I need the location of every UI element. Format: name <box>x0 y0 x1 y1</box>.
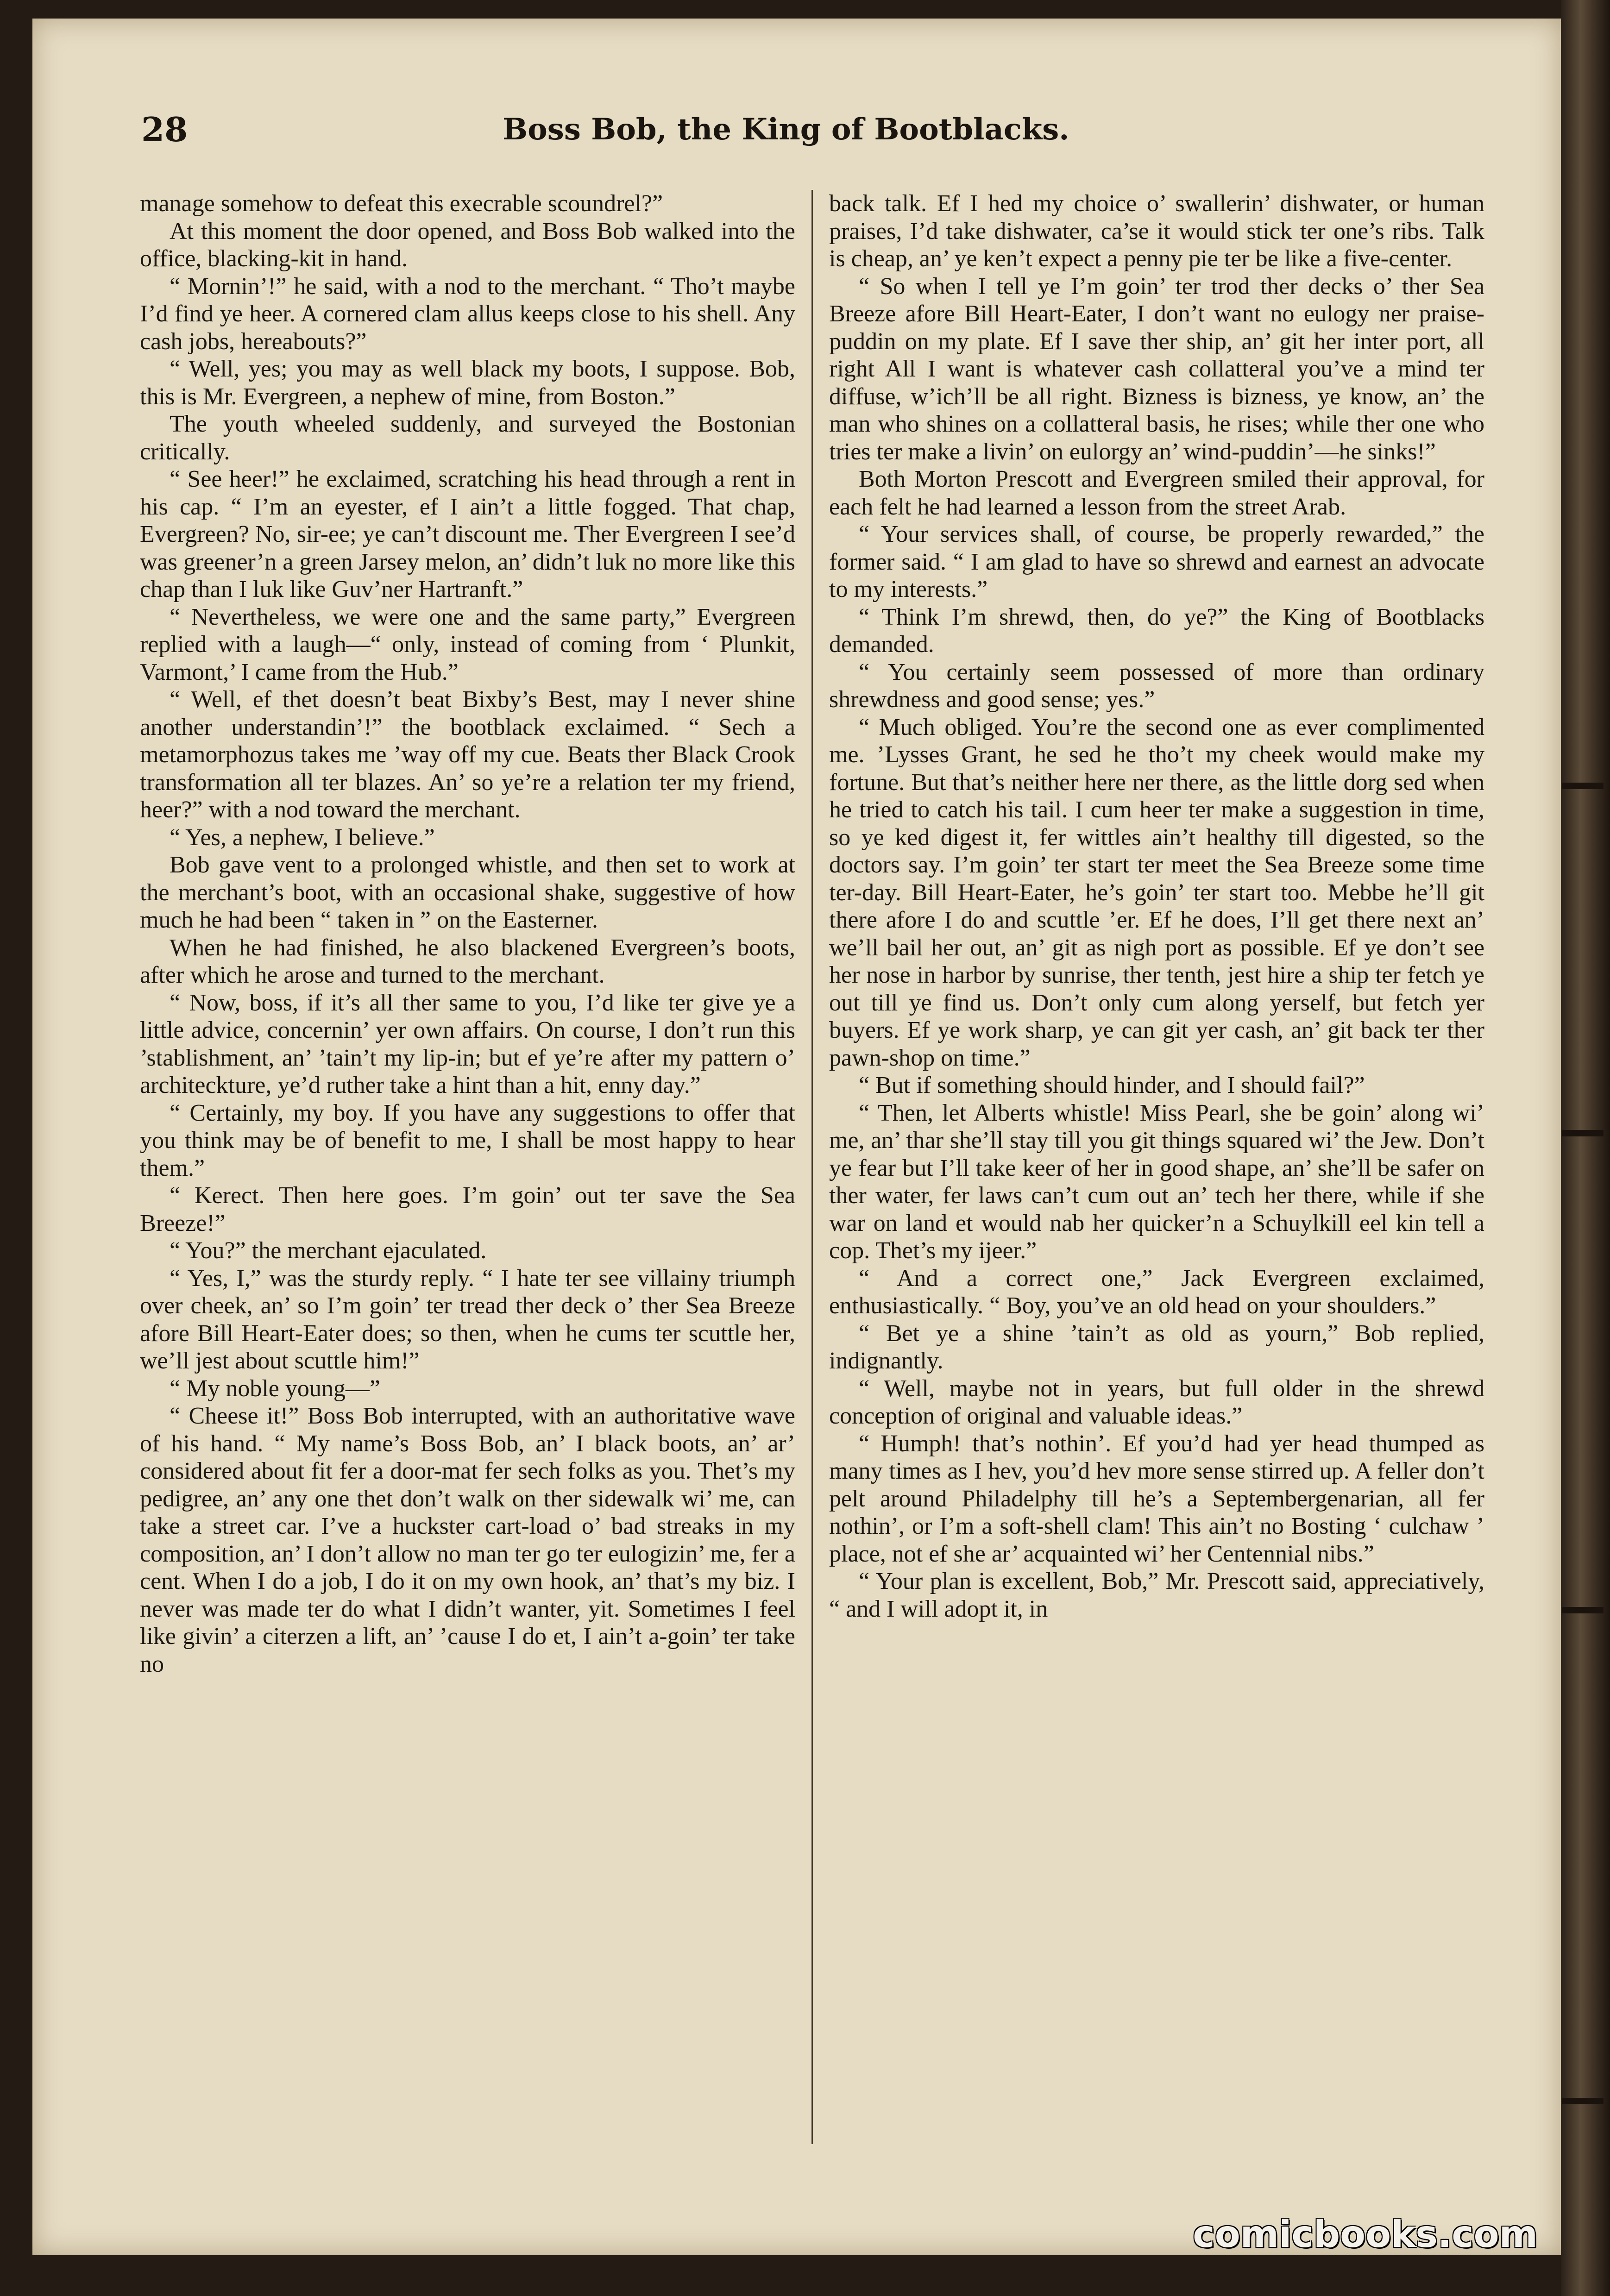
paragraph: “ You?” the merchant ejaculated. <box>170 1237 487 1264</box>
page-header <box>141 104 1503 155</box>
paragraph: “ Well, ef thet doesn’t beat Bixby’s Best, may I never shine another understandin’!” the bootblack exclaimed. “ Sech a metamorphozus takes me ’way off my cue. Beats ther Black Crook transformation all ter blazes. An’ so ye’re a relation ter my friend, heer?” with a nod toward the merchant. <box>140 686 795 823</box>
paragraph: “ My noble young—” <box>170 1375 380 1402</box>
paragraph: “ Your services shall, of course, be properly rewarded,” the former said. “ I am glad to have so shrewd and earnest an advocate to my interests.” <box>829 521 1484 602</box>
watermark: comicbooks.com <box>1193 2213 1538 2256</box>
paragraph: “ Kerect. Then here goes. I’m goin’ out ter save the Sea Breeze!” <box>140 1182 795 1236</box>
binding-stitch <box>1562 1607 1604 1613</box>
binding-stitch <box>1562 2098 1604 2104</box>
paragraph: “ Now, boss, if it’s all ther same to you, I’d like ter give ye a little advice, concernin’ yer own affairs. On course, I don’t run this ’stablishment, an’ ’tain’t my lip-in; but ef ye’re after my pattern o’ architeckture, ye’d ruther take a hint than a hit, enny day.” <box>140 989 795 1098</box>
paragraph: “ Yes, I,” was the sturdy reply. “ I hate ter see villainy triumph over cheek, an’ so I’m goin’ ter tread ther deck o’ ther Sea Breeze afore Bill Heart-Eater does; so then, when he cums ter scuttle her, we’ll jest about scuttle him!” <box>140 1265 795 1374</box>
paragraph: Bob gave vent to a prolonged whistle, and then set to work at the merchant’s boot, with an occasional shake, suggestive of how much he had been “ taken in ” on the Easterner. <box>140 852 795 933</box>
paragraph: “ Think I’m shrewd, then, do ye?” the King of Bootblacks demanded. <box>829 603 1484 658</box>
paragraph: “ Certainly, my boy. If you have any suggestions to offer that you think may be of benefit to me, I shall be most happy to hear them.” <box>140 1099 795 1181</box>
paragraph: “ But if something should hinder, and I should fail?” <box>859 1072 1365 1098</box>
column-divider <box>811 190 813 2144</box>
paragraph: “ Humph! that’s nothin’. Ef you’d had yer head thumped as many times as I hev, you’d hev more sense stirred up. A feller don’t pelt around Philadelphy till he’s a Septembergenarian, all fer nothin’, or I’m a soft-shell clam! This ain’t no Bosting ‘ culchaw ’ place, not ef she ar’ acquainted wi’ her Centennial nibs.” <box>829 1430 1484 1567</box>
paragraph: “ Yes, a nephew, I believe.” <box>170 824 435 851</box>
page-number: 28 <box>141 110 188 149</box>
paragraph: back talk. Ef I hed my choice o’ swallerin’ dishwater, or human praises, I’d take dishwater, ca’se it would stick ter one’s ribs. Talk is cheap, an’ ye ken’t expect a penny pie ter be like a five-center. <box>829 190 1484 272</box>
paragraph: “ Well, maybe not in years, but full older in the shrewd conception of original and valuable ideas.” <box>829 1375 1484 1429</box>
paragraph: “ Bet ye a shine ’tain’t as old as yourn,” Bob replied, indignantly. <box>829 1320 1484 1374</box>
paragraph: “ Mornin’!” he said, with a nod to the merchant. “ Tho’t maybe I’d find ye heer. A cornered clam allus keeps close to his shell. Any cash jobs, hereabouts?” <box>140 273 795 355</box>
binding-edge <box>1561 0 1610 2296</box>
paragraph: “ Much obliged. You’re the second one as ever complimented me. ’Lysses Grant, he sed he tho’t my cheek would make my fortune. But that’s neither here ner there, as the little dorg sed when he tried to catch his tail. I cum heer ter make a suggestion in time, so ye ked digest it, fer wittles ain’t healthy till digested, so the doctors say. I’m goin’ ter start ter meet the Sea Breeze some time ter-day. Bill Heart-Eater, he’s goin’ ter start too. Mebbe he’ll git there afore I do and scuttle ’er. Ef he does, I’ll get there next an’ we’ll bail her out, an’ git as nigh port as possible. Ef ye don’t see her nose in harbor by sunrise, ther tenth, jest hire a ship ter fetch ye out till ye find us. Don’t only cum along yerself, but fetch yer buyers. Ef ye work sharp, ye can git yer cash, an’ git back ter ther pawn-shop on time.” <box>829 714 1484 1071</box>
paragraph: “ Cheese it!” Boss Bob interrupted, with an authoritative wave of his hand. “ My name’s Boss Bob, an’ I black boots, an’ ar’ considered about fit fer a door-mat fer sech folks as you. Thet’s my pedigree, an’ any one thet don’t walk on ther sidewalk wi’ me, can take a street car. I’ve a huckster cart-load o’ bad streaks in my composition, an’ I don’t allow no man ter go ter eulogizin’ me, fer a cent. When I do a job, I do it on my own hook, an’ that’s my biz. I never was made ter do what I didn’t wanter, yit. Sometimes I feel like givin’ a citerzen a lift, an’ ’cause I do et, I ain’t a-goin’ ter take no <box>140 1403 795 1677</box>
binding-stitch <box>1562 783 1604 789</box>
paragraph: “ So when I tell ye I’m goin’ ter trod ther decks o’ ther Sea Breeze afore Bill Heart-Eater, I don’t want no eulogy ner praise-puddin on my plate. Ef I save ther ship, an’ git her inter port, all right All I want is whatever cash collatteral you’ve a mind ter diffuse, w’ich’ll be all right. Bizness is bizness, ye know, an’ the man who shines on a collatteral basis, he rises; while ther one who tries ter make a livin’ on eulorgy an’ wind-puddin’—he sinks!” <box>829 273 1484 465</box>
paragraph: “ You certainly seem possessed of more than ordinary shrewdness and good sense; yes.” <box>829 659 1484 713</box>
paragraph: “ Nevertheless, we were one and the same party,” Evergreen replied with a laugh—“ only, instead of coming from ‘ Plunkit, Varmont,’ I came from the Hub.” <box>140 603 795 685</box>
text-column-right <box>829 190 1484 2149</box>
paragraph: “ See heer!” he exclaimed, scratching his head through a rent in his cap. “ I’m an eyester, ef I ain’t a little fogged. That chap, Evergreen? No, sir-ee; ye can’t discount me. Ther Evergreen I see’d was greener’n a green Jarsey melon, an’ didn’t luk no more like this chap than I luk like Guv’ner Hartranft.” <box>140 466 795 602</box>
paragraph: “ Then, let Alberts whistle! Miss Pearl, she be goin’ along wi’ me, an’ thar she’ll stay till you git things squared wi’ the Jew. Don’t ye fear but I’ll take keer of her in good shape, an’ she’ll be safer on ther water, fer laws can’t cum out an’ tech her there, while if she war on land et would nab her quicker’n a Schuylkill eel kin tell a cop. Thet’s my ijeer.” <box>829 1099 1484 1264</box>
paragraph: Both Morton Prescott and Evergreen smiled their approval, for each felt he had learned a lesson from the street Arab. <box>829 466 1484 520</box>
running-title: Boss Bob, the King of Bootblacks. <box>503 112 1069 147</box>
paragraph: manage somehow to defeat this execrable scoundrel?” <box>140 190 663 217</box>
paragraph: When he had finished, he also blackened Evergreen’s boots, after which he arose and turned to the merchant. <box>140 934 795 988</box>
paragraph: “ Well, yes; you may as well black my boots, I suppose. Bob, this is Mr. Evergreen, a nephew of mine, from Boston.” <box>140 356 795 410</box>
paragraph: “ Your plan is excellent, Bob,” Mr. Prescott said, appreciatively, “ and I will adopt it, in <box>829 1568 1484 1622</box>
paragraph: “ And a correct one,” Jack Evergreen exclaimed, enthusiastically. “ Boy, you’ve an old head on your shoulders.” <box>829 1265 1484 1319</box>
paragraph: At this moment the door opened, and Boss Bob walked into the office, blacking-kit in hand. <box>140 218 795 272</box>
paragraph: The youth wheeled suddenly, and surveyed the Bostonian critically. <box>140 411 795 465</box>
text-column-left <box>140 190 795 2149</box>
binding-stitch <box>1562 1130 1604 1136</box>
